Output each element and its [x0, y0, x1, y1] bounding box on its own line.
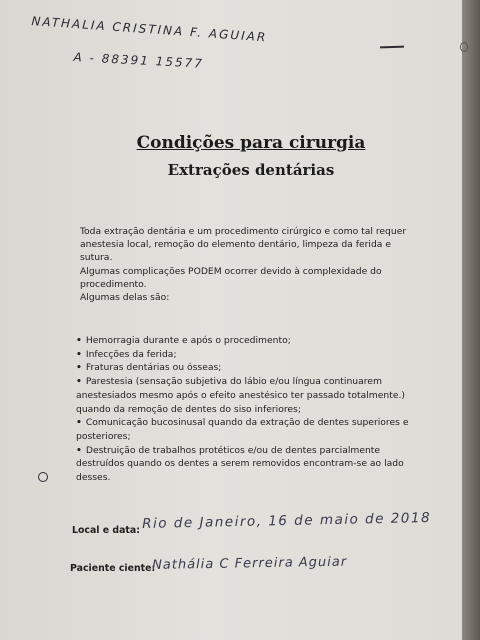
pen-circle-mark — [38, 472, 48, 482]
bullet-icon: • — [76, 444, 82, 456]
list-item-text: Infecções da ferida; — [85, 348, 177, 360]
bullet-icon: • — [76, 348, 82, 360]
list-item-text: Parestesia (sensação subjetiva do lábio e/ou língua continuarem anestesiados mesmo após o efeito anestésico ter passado totalmente.) quando da remoção de dentes do siso inferiores; — [76, 376, 405, 415]
document-subtitle: Extrações dentárias — [167, 161, 335, 179]
list-item — [76, 361, 426, 375]
handwritten-registration: A - 88391 15577 — [73, 50, 205, 71]
bullet-icon: • — [76, 335, 82, 346]
list-item — [76, 334, 426, 348]
intro-text — [80, 225, 420, 304]
intro-paragraph: Algumas complicações PODEM ocorrer devido à complexidade do procedimento. — [80, 265, 382, 290]
list-item-text: Hemorragia durante e após o procedimento; — [85, 335, 291, 346]
list-item — [76, 444, 426, 485]
hole-ring — [460, 42, 468, 52]
complications-list — [76, 334, 426, 485]
pen-dash-mark — [380, 46, 404, 49]
patient-signature: Nathália C Ferreira Aguiar — [152, 554, 348, 573]
handwritten-name: NATHALIA CRISTINA F. AGUIAR — [31, 14, 268, 45]
list-item — [76, 416, 426, 443]
list-item — [76, 348, 426, 362]
intro-paragraph: Algumas delas são: — [80, 292, 170, 304]
list-item-text: Comunicação bucosinusal quando da extração de dentes superiores e posteriores; — [76, 417, 409, 442]
document-title: Condições para cirurgia — [136, 133, 366, 153]
list-item-text: Fraturas dentárias ou ósseas; — [85, 362, 222, 374]
list-item — [76, 375, 426, 416]
patient-label: Paciente ciente: — [70, 563, 156, 574]
desk-edge — [462, 0, 480, 640]
bullet-icon: • — [76, 417, 82, 429]
bullet-icon: • — [76, 376, 82, 388]
bullet-icon: • — [76, 362, 82, 374]
list-item-text: Destruição de trabalhos protéticos e/ou de dentes parcialmente destruídos quando os dentes a serem removidos encontram-se ao lado desses. — [76, 444, 404, 484]
local-date-label: Local e data: — [72, 525, 140, 536]
handwritten-date: Rio de Janeiro, 16 de maio de 2018 — [142, 509, 432, 532]
intro-paragraph: Toda extração dentária e um procedimento cirúrgico e como tal requer anestesia local, remoção do elemento dentário, limpeza da ferida e sutura. — [80, 226, 407, 264]
